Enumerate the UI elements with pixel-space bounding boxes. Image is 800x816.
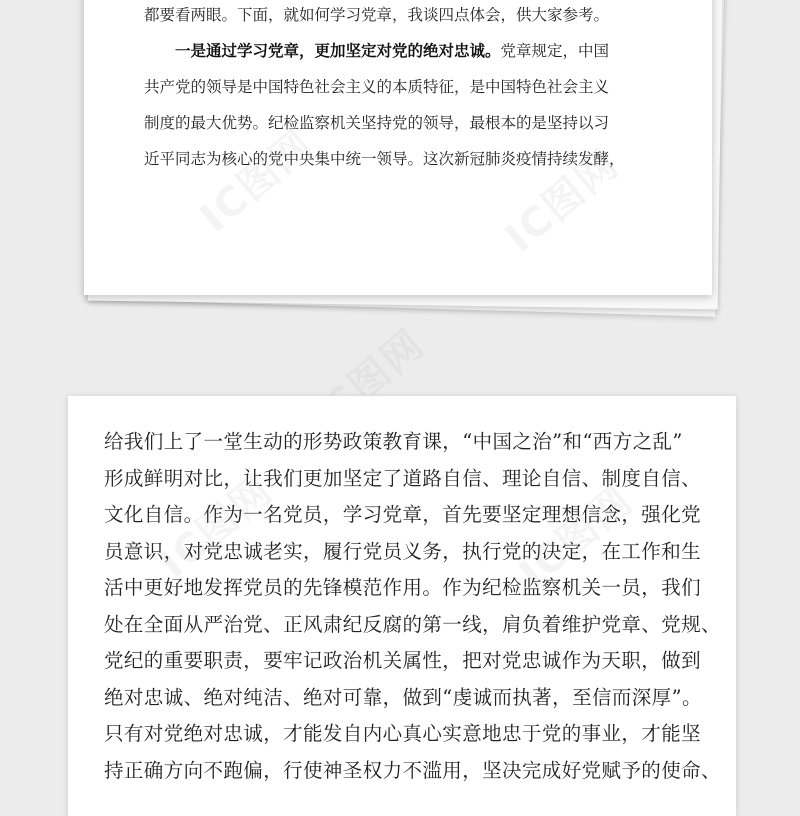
text-line: 形成鲜明对比，让我们更加坚定了道路自信、理论自信、制度自信、	[104, 466, 702, 490]
text-line: 文化自信。作为一名党员，学习党章，首先要坚定理想信念，强化党	[104, 503, 702, 526]
watermark: IC图网	[510, 477, 642, 598]
document-page-top	[84, 0, 712, 295]
text-line: 活中更好地发挥党员的先锋模范作用。作为纪检监察机关一员，我们	[104, 576, 702, 599]
text-line: 给我们上了一堂生动的形势政策教育课，“中国之治”和“西方之乱”	[104, 430, 683, 453]
text-run: 党章规定，中国	[500, 42, 610, 60]
text-line: 绝对忠诚、绝对纯洁、绝对可靠，做到“虔诚而执著，至信而深厚”。	[104, 685, 702, 709]
paragraph-start	[144, 33, 659, 69]
document-page-bottom	[68, 396, 736, 816]
text-line: 党纪的重要职责，要牢记政治机关属性，把对党忠诚作为天职，做到	[104, 649, 702, 672]
text-line: 处在全面从严治党、正风肃纪反腐的第一线，肩负着维护党章、党规、	[104, 612, 721, 636]
text-line: 都要看两眼。下面，就如何学习党章，我谈四点体会，供大家参考。	[144, 6, 610, 24]
text-line: 只有对党绝对忠诚，才能发自内心真心实意地忠于党的事业，才能坚	[104, 722, 702, 745]
watermark: IC图网	[496, 141, 628, 262]
text-line: 共产党的领导是中国特色社会主义的本质特征，是中国特色社会主义	[144, 78, 610, 96]
text-line: 员意识，对党忠诚老实，履行党员义务，执行党的决定，在工作和生	[104, 539, 702, 563]
watermark: IC图网	[150, 467, 282, 588]
page-text	[144, 0, 659, 177]
watermark: IC图网	[191, 121, 323, 242]
text-line: 制度的最大优势。纪检监察机关坚持党的领导，最根本的是坚持以习	[144, 114, 610, 132]
paragraph-heading: 一是通过学习党章，更加坚定对党的绝对忠诚。	[175, 41, 501, 60]
page-text	[104, 424, 721, 789]
watermark: IC图网	[302, 321, 434, 442]
text-line: 持正确方向不跑偏，行使神圣权力不滥用，坚决完成好党赋予的使命、	[104, 758, 721, 782]
text-line: 近平同志为核心的党中央集中统一领导。这次新冠肺炎疫情持续发酵，	[144, 150, 625, 168]
